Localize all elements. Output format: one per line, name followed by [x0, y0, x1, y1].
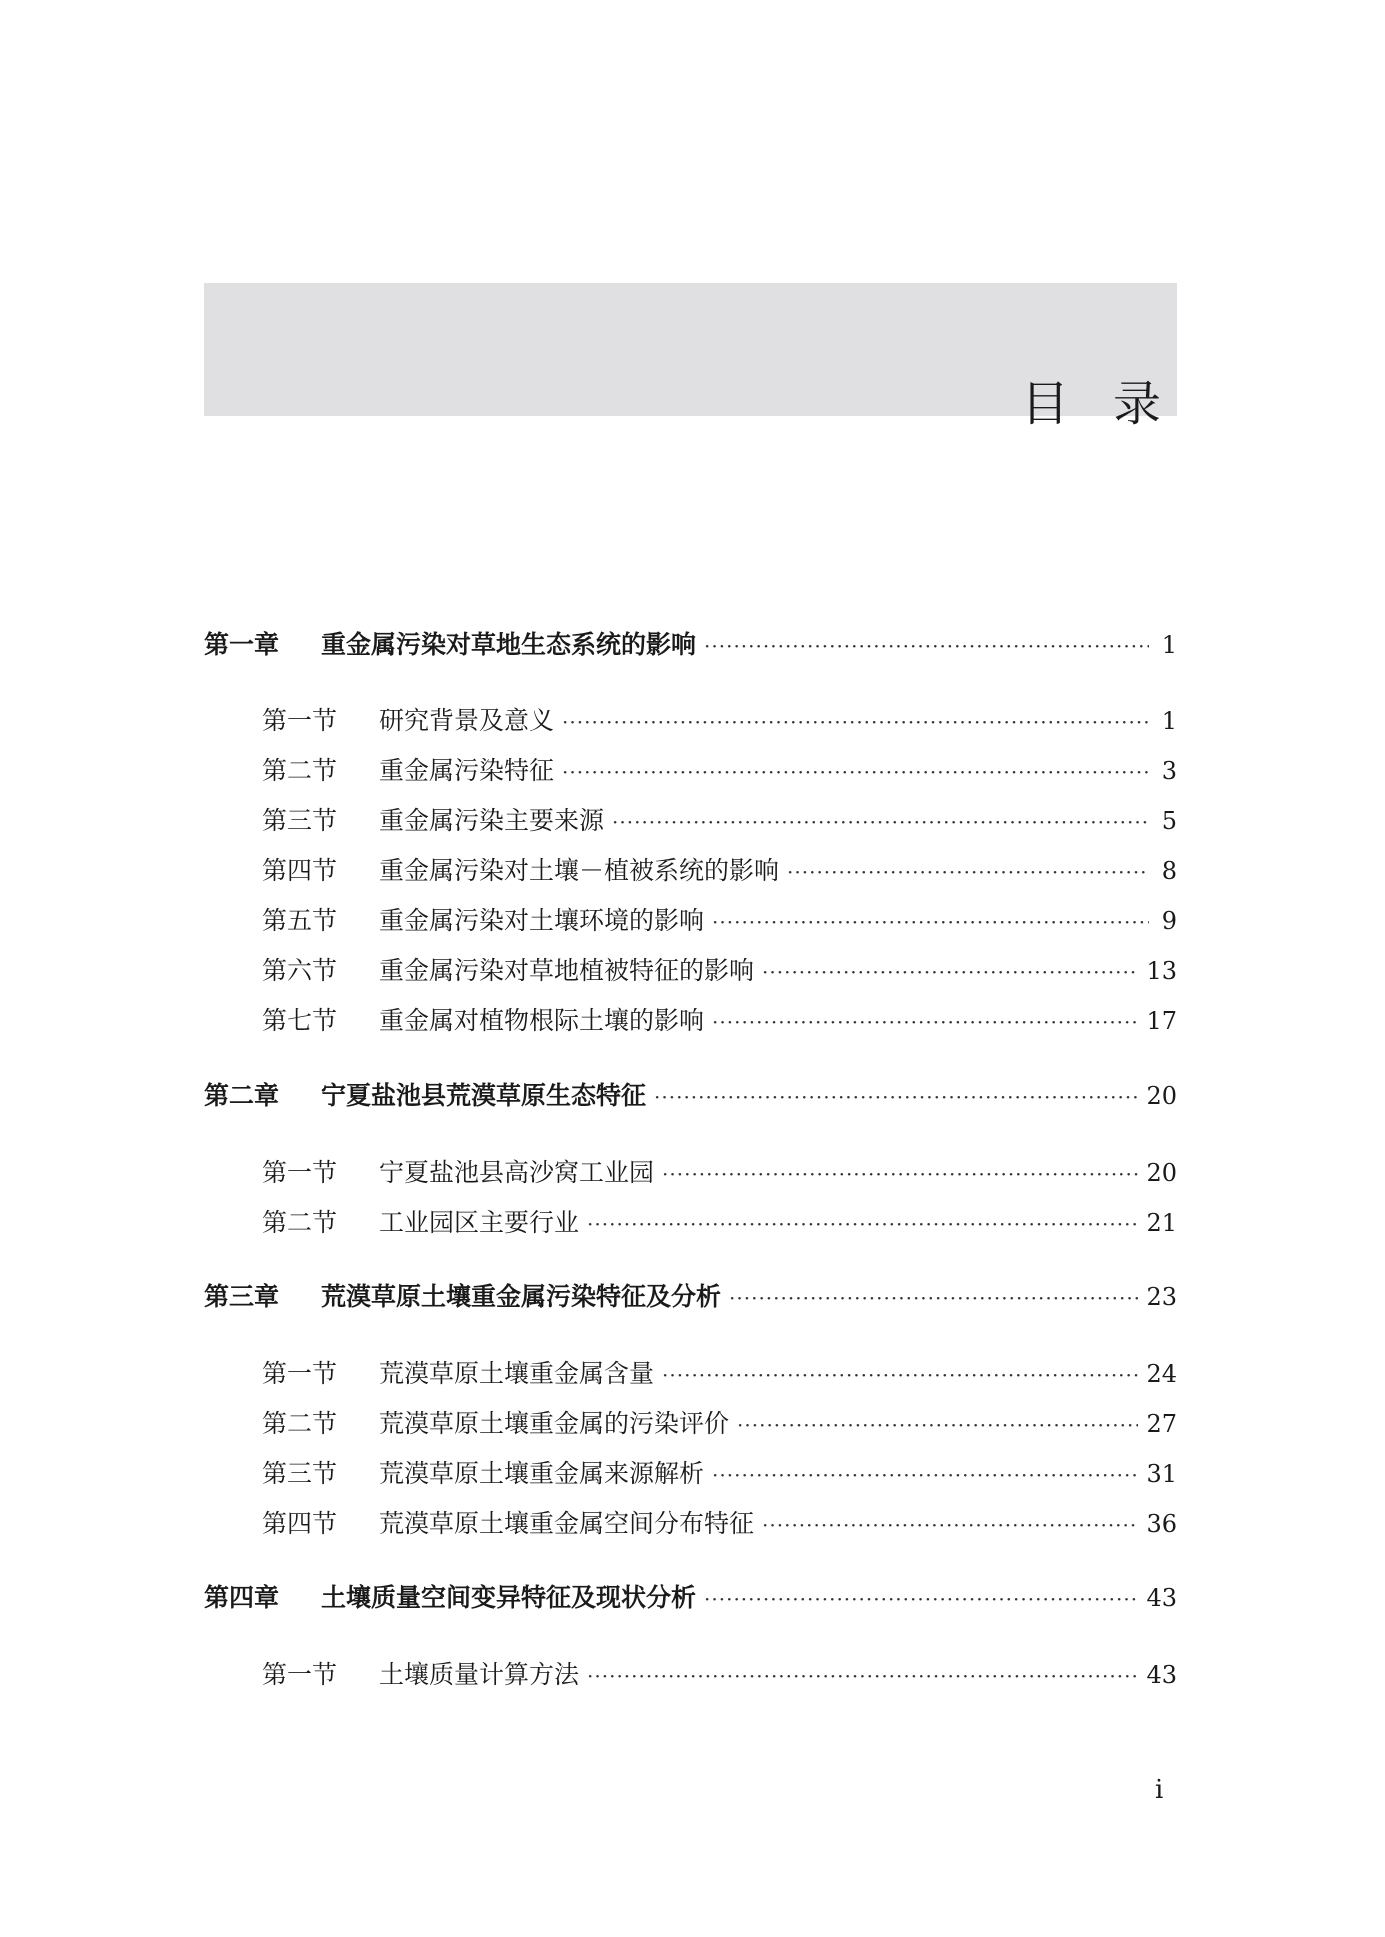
toc-title: 重金属污染对草地植被特征的影响 [379, 956, 755, 985]
toc-number: 第三节 [262, 1459, 338, 1488]
toc-leader [762, 960, 1138, 984]
toc-page: 27 [1146, 1410, 1177, 1438]
toc-number: 第四章 [204, 1583, 280, 1612]
toc-section-3-3[interactable] [204, 1454, 1177, 1490]
toc-leader [729, 1286, 1138, 1310]
toc-section-1-7[interactable] [204, 1001, 1177, 1037]
toc-title: 工业园区主要行业 [379, 1208, 580, 1237]
toc-number: 第二章 [204, 1081, 280, 1110]
toc-leader [662, 1162, 1138, 1186]
toc-page: 20 [1146, 1082, 1177, 1110]
toc-number: 第二节 [262, 756, 338, 785]
toc-section-1-1[interactable] [204, 701, 1177, 737]
toc-chapter-3[interactable] [204, 1277, 1177, 1313]
toc-leader [737, 1413, 1138, 1437]
toc-leader [587, 1212, 1138, 1236]
toc-number: 第一节 [262, 1660, 338, 1689]
toc-leader [662, 1363, 1138, 1387]
toc-leader [712, 910, 1149, 934]
toc-page: 9 [1161, 907, 1177, 935]
toc-section-1-4[interactable] [204, 851, 1177, 887]
toc-number: 第二节 [262, 1208, 338, 1237]
toc-page: 31 [1146, 1460, 1177, 1488]
toc-title: 荒漠草原土壤重金属污染特征及分析 [321, 1282, 722, 1311]
toc-number: 第一节 [262, 1359, 338, 1388]
toc-page: 1 [1161, 707, 1177, 735]
toc-leader [787, 860, 1149, 884]
toc-section-1-5[interactable] [204, 901, 1177, 937]
toc-leader [712, 1463, 1138, 1487]
toc-section-3-4[interactable] [204, 1504, 1177, 1540]
toc-number: 第一节 [262, 1158, 338, 1187]
toc-page: 17 [1146, 1007, 1177, 1035]
toc-section-4-1[interactable] [204, 1655, 1177, 1691]
toc-page: 43 [1146, 1584, 1177, 1612]
toc-number: 第五节 [262, 906, 338, 935]
toc-page: 21 [1146, 1209, 1177, 1237]
toc-page: 1 [1161, 631, 1177, 659]
toc-section-1-2[interactable] [204, 751, 1177, 787]
toc-page: 13 [1146, 957, 1177, 985]
toc-title: 重金属污染特征 [379, 756, 555, 785]
toc-number: 第四节 [262, 856, 338, 885]
toc-section-3-1[interactable] [204, 1354, 1177, 1390]
toc-number: 第一章 [204, 630, 280, 659]
toc-leader [712, 1010, 1138, 1034]
toc-leader [612, 810, 1149, 834]
toc-title: 重金属污染对土壤环境的影响 [379, 906, 705, 935]
toc-title: 荒漠草原土壤重金属来源解析 [379, 1459, 705, 1488]
toc-section-2-2[interactable] [204, 1203, 1177, 1239]
toc-title: 荒漠草原土壤重金属含量 [379, 1359, 655, 1388]
page-number: i [1155, 1775, 1164, 1805]
toc-leader [704, 634, 1149, 658]
toc-number: 第六节 [262, 956, 338, 985]
toc-leader [562, 760, 1149, 784]
toc-title: 研究背景及意义 [379, 706, 555, 735]
toc-title: 宁夏盐池县荒漠草原生态特征 [321, 1081, 647, 1110]
toc-page: 3 [1161, 757, 1177, 785]
toc-number: 第一节 [262, 706, 338, 735]
toc-leader [762, 1513, 1138, 1537]
toc-title: 重金属对植物根际土壤的影响 [379, 1006, 705, 1035]
toc-title: 荒漠草原土壤重金属空间分布特征 [379, 1509, 755, 1538]
toc-number: 第四节 [262, 1509, 338, 1538]
toc-chapter-2[interactable] [204, 1076, 1177, 1112]
toc-title: 土壤质量计算方法 [379, 1660, 580, 1689]
toc-title: 荒漠草原土壤重金属的污染评价 [379, 1409, 730, 1438]
toc-section-2-1[interactable] [204, 1153, 1177, 1189]
toc-chapter-1[interactable] [204, 625, 1177, 661]
toc-section-3-2[interactable] [204, 1404, 1177, 1440]
toc-chapter-4[interactable] [204, 1578, 1177, 1614]
toc-page: 36 [1146, 1510, 1177, 1538]
toc-title: 重金属污染对草地生态系统的影响 [321, 630, 697, 659]
toc-page: 23 [1146, 1283, 1177, 1311]
toc-section-1-3[interactable] [204, 801, 1177, 837]
toc-page: 20 [1146, 1159, 1177, 1187]
toc-page: 43 [1146, 1661, 1177, 1689]
toc-leader [562, 710, 1149, 734]
page-title: 目录 [1020, 376, 1205, 432]
toc-section-1-6[interactable] [204, 951, 1177, 987]
toc-number: 第三章 [204, 1282, 280, 1311]
toc-page: 24 [1146, 1360, 1177, 1388]
toc-number: 第七节 [262, 1006, 338, 1035]
toc-page: 8 [1161, 857, 1177, 885]
toc-leader [654, 1085, 1138, 1109]
toc-leader [704, 1587, 1138, 1611]
toc-title: 土壤质量空间变异特征及现状分析 [321, 1583, 697, 1612]
toc-title: 宁夏盐池县高沙窝工业园 [379, 1158, 655, 1187]
toc-number: 第三节 [262, 806, 338, 835]
toc-leader [587, 1664, 1138, 1688]
toc-title: 重金属污染主要来源 [379, 806, 605, 835]
toc-number: 第二节 [262, 1409, 338, 1438]
toc-page: 5 [1161, 807, 1177, 835]
toc-title: 重金属污染对土壤－植被系统的影响 [379, 856, 780, 885]
